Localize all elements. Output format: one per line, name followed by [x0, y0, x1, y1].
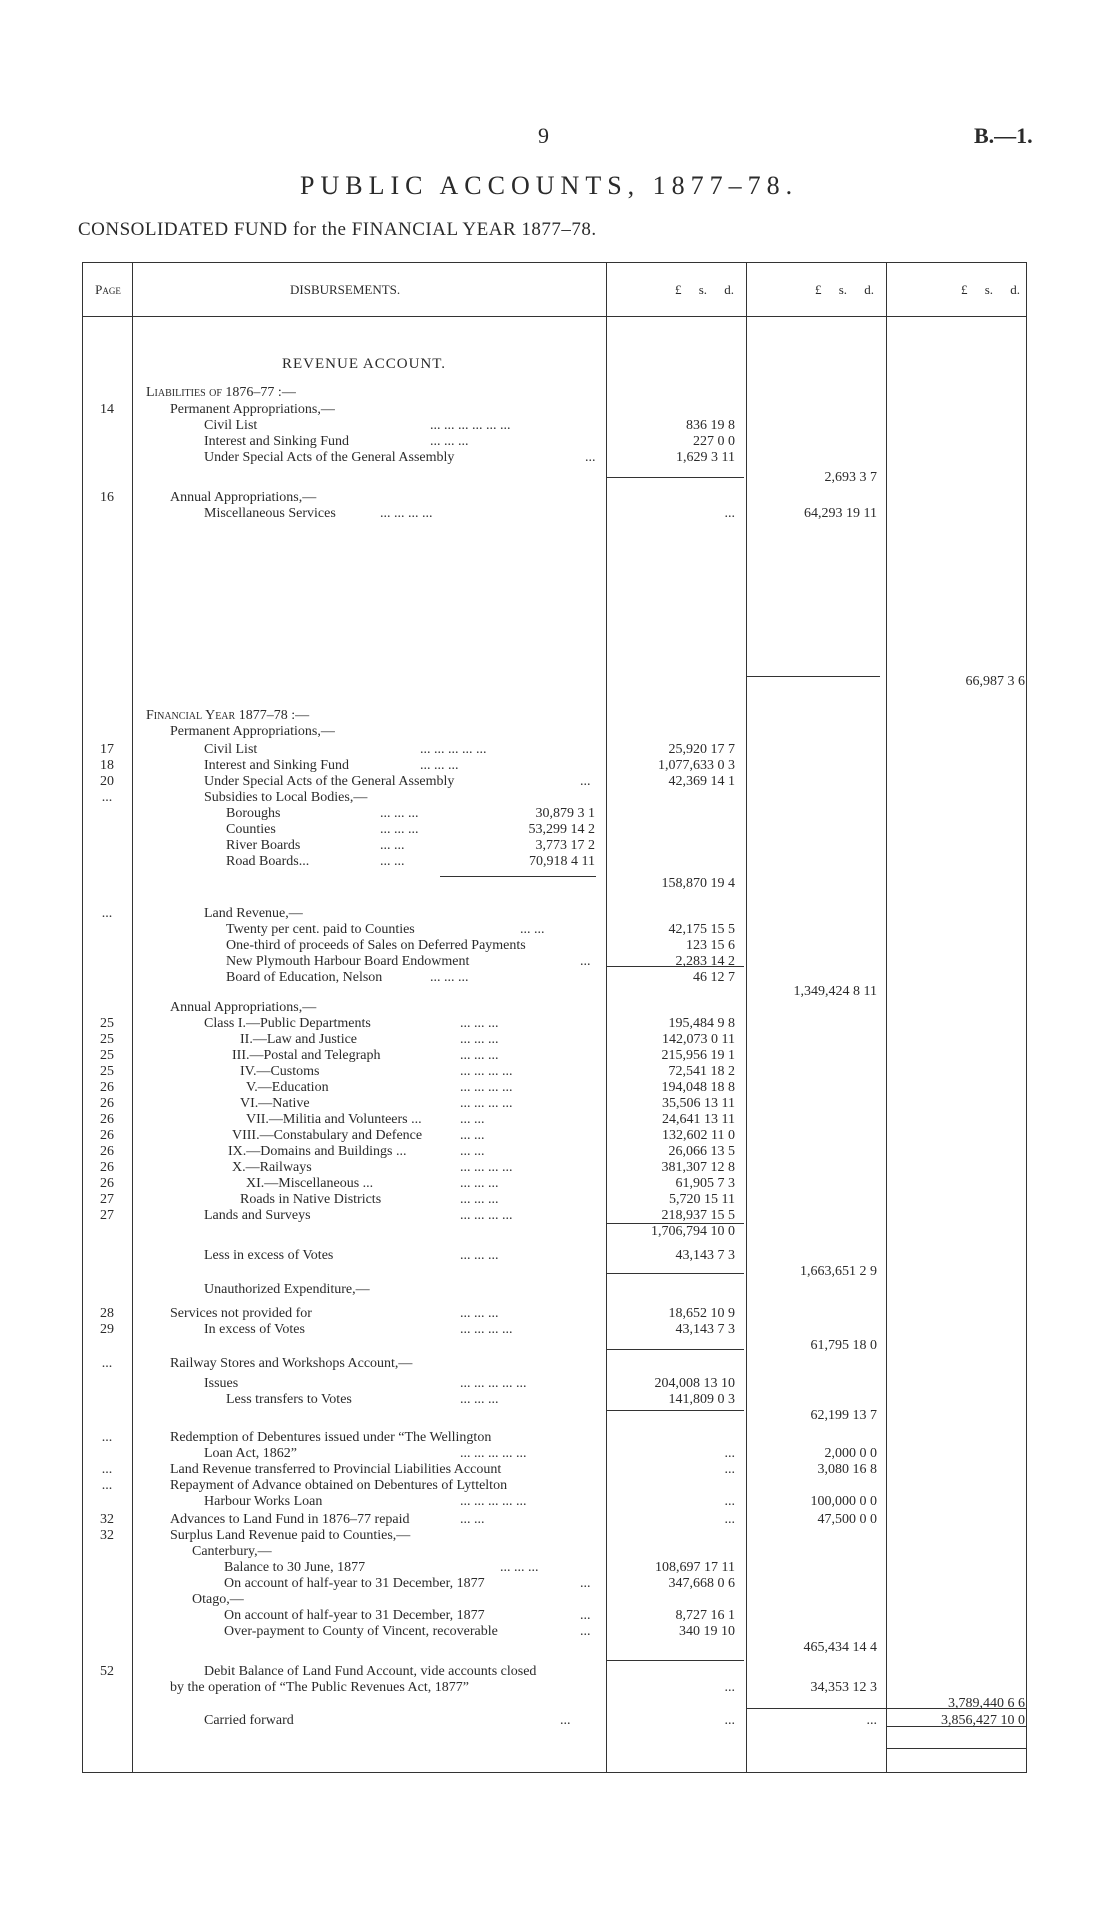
row-description: Class I.—Public Departments: [204, 1016, 371, 1031]
table-row: [0, 1512, 1114, 1528]
row-leader-dots: ... ...: [380, 854, 405, 869]
subtotal-rule: [606, 1660, 744, 1661]
row-page-ref: 26: [100, 1112, 114, 1127]
page-subtitle: CONSOLIDATED FUND for the FINANCIAL YEAR 1877–78.: [78, 219, 597, 240]
row-amount-1: 1,077,633 0 3: [658, 758, 735, 773]
row-leader-dots: ... ... ... ...: [460, 1064, 513, 1079]
table-row: [0, 1713, 1114, 1729]
table-row: [0, 922, 1114, 938]
table-row: [0, 385, 1114, 401]
row-amount-1: 2,283 14 2: [675, 954, 735, 969]
table-row: [0, 1096, 1114, 1112]
row-leader-dots: ... ... ... ... ...: [460, 1376, 527, 1391]
row-description: VIII.—Constabulary and Defence: [232, 1128, 423, 1143]
row-amount-1: 1,629 3 11: [676, 450, 735, 465]
row-description: Annual Appropriations,—: [170, 1000, 317, 1015]
row-leader-dots: ... ... ...: [430, 434, 469, 449]
table-row: [0, 1144, 1114, 1160]
table-row: [0, 1176, 1114, 1192]
row-amount-1: 5,720 15 11: [669, 1192, 735, 1207]
row-page-ref: 26: [100, 1144, 114, 1159]
document-code: B.—1.: [974, 123, 1033, 148]
row-description: On account of half-year to 31 December, 1877: [224, 1576, 485, 1591]
row-description: VI.—Native: [240, 1096, 310, 1111]
row-leader-dots: ...: [580, 774, 591, 789]
row-amount-1: ...: [724, 506, 735, 521]
row-amount-2: 2,693 3 7: [824, 470, 877, 485]
row-description: Carried forward: [204, 1713, 294, 1728]
row-amount-1: ...: [724, 1494, 735, 1509]
row-amount-1: 8,727 16 1: [675, 1608, 735, 1623]
table-row: [0, 822, 1114, 838]
row-leader-dots: ... ... ... ...: [460, 1080, 513, 1095]
table-row: [0, 1560, 1114, 1576]
table-row: [0, 1408, 1114, 1424]
row-description: Board of Education, Nelson: [226, 970, 383, 985]
row-amount-3: 3,789,440 6 6: [948, 1696, 1025, 1711]
table-row: [0, 1696, 1114, 1712]
row-page-ref: 26: [100, 1128, 114, 1143]
row-amount-2: 3,080 16 8: [817, 1462, 877, 1477]
row-leader-dots: ... ... ... ... ...: [420, 742, 487, 757]
table-row: [0, 1356, 1114, 1372]
row-amount-2: 1,663,651 2 9: [800, 1264, 877, 1279]
row-page-ref: 16: [100, 490, 114, 505]
table-row: [0, 1664, 1114, 1680]
col-header-money-3: £ s. d.: [960, 282, 1020, 297]
row-amount-2: 64,293 19 11: [804, 506, 877, 521]
row-sub-amount: 3,773 17 2: [535, 838, 595, 853]
row-page-ref: 28: [100, 1306, 114, 1321]
table-row: [0, 758, 1114, 774]
row-page-ref: ...: [101, 906, 113, 921]
row-description: IX.—Domains and Buildings ...: [228, 1144, 407, 1159]
table-row: [0, 470, 1114, 486]
row-page-ref: 27: [100, 1208, 114, 1223]
table-row: [0, 1430, 1114, 1446]
table-row: [0, 1192, 1114, 1208]
row-sub-amount: 70,918 4 11: [529, 854, 595, 869]
row-description: Redemption of Debentures issued under “The Wellington: [170, 1430, 492, 1445]
row-leader-dots: ... ... ... ...: [460, 1322, 513, 1337]
row-page-ref: 18: [100, 758, 114, 773]
table-row: [0, 1592, 1114, 1608]
row-amount-1: 123 15 6: [686, 938, 735, 953]
page-number: 9: [538, 123, 549, 148]
row-sub-amount: 53,299 14 2: [528, 822, 595, 837]
row-amount-1: 836 19 8: [686, 418, 735, 433]
row-leader-dots: ... ... ...: [460, 1016, 499, 1031]
row-description: Advances to Land Fund in 1876–77 repaid: [170, 1512, 410, 1527]
row-page-ref: 25: [100, 1016, 114, 1031]
row-leader-dots: ... ...: [380, 838, 405, 853]
row-description: III.—Postal and Telegraph: [232, 1048, 381, 1063]
row-description: On account of half-year to 31 December, 1877: [224, 1608, 485, 1623]
row-description: Twenty per cent. paid to Counties: [226, 922, 415, 937]
table-row: [0, 506, 1114, 522]
row-amount-2: 34,353 12 3: [810, 1680, 877, 1695]
row-description: X.—Railways: [232, 1160, 312, 1175]
row-description: Land Revenue transferred to Provincial Liabilities Account: [170, 1462, 502, 1477]
row-leader-dots: ... ... ...: [460, 1032, 499, 1047]
row-leader-dots: ... ... ... ...: [460, 1096, 513, 1111]
table-row: [0, 1680, 1114, 1696]
table-row: [0, 1128, 1114, 1144]
row-leader-dots: ...: [580, 954, 591, 969]
row-amount-1: 72,541 18 2: [668, 1064, 735, 1079]
row-description: Railway Stores and Workshops Account,—: [170, 1356, 413, 1371]
row-description: Canterbury,—: [192, 1544, 272, 1559]
table-row: [0, 906, 1114, 922]
row-amount-2: 465,434 14 4: [803, 1640, 877, 1655]
table-row: [0, 954, 1114, 970]
row-page-ref: ...: [101, 1478, 113, 1493]
table-row: [0, 1000, 1114, 1016]
table-row: [0, 1528, 1114, 1544]
row-leader-dots: ... ... ...: [460, 1048, 499, 1063]
row-amount-1: ...: [724, 1680, 735, 1695]
row-amount-1: 18,652 10 9: [668, 1306, 735, 1321]
row-description: Civil List: [204, 742, 258, 757]
row-amount-2: ...: [866, 1713, 877, 1728]
table-row: [0, 1112, 1114, 1128]
row-leader-dots: ... ...: [460, 1128, 485, 1143]
table-row: [0, 742, 1114, 758]
col-header-money-2: £ s. d.: [814, 282, 874, 297]
row-description: Liabilities of 1876–77 :—: [146, 385, 296, 400]
row-page-ref: 14: [100, 402, 114, 417]
row-description: Roads in Native Districts: [240, 1192, 382, 1207]
row-description: Under Special Acts of the General Assembly: [204, 774, 455, 789]
table-row: [0, 674, 1114, 690]
row-leader-dots: ...: [580, 1624, 591, 1639]
table-row: [0, 806, 1114, 822]
row-description: Over-payment to County of Vincent, recoverable: [224, 1624, 498, 1639]
row-leader-dots: ... ...: [460, 1112, 485, 1127]
table-row: [0, 1376, 1114, 1392]
table-row: [0, 1446, 1114, 1462]
row-leader-dots: ... ...: [460, 1512, 485, 1527]
row-page-ref: 17: [100, 742, 114, 757]
row-description: Counties: [226, 822, 276, 837]
table-row: [0, 876, 1114, 892]
row-amount-3: 66,987 3 6: [965, 674, 1025, 689]
row-amount-1: 46 12 7: [693, 970, 735, 985]
row-description: Financial Year 1877–78 :—: [146, 708, 310, 723]
row-amount-2: 47,500 0 0: [817, 1512, 877, 1527]
row-amount-1: 158,870 19 4: [661, 876, 735, 891]
row-page-ref: 26: [100, 1160, 114, 1175]
row-description: In excess of Votes: [204, 1322, 305, 1337]
row-description: Loan Act, 1862”: [204, 1446, 297, 1461]
row-amount-1: 43,143 7 3: [675, 1248, 735, 1263]
table-bottom-rule: [82, 1772, 1027, 1773]
row-amount-1: 142,073 0 11: [662, 1032, 735, 1047]
row-description: II.—Law and Justice: [240, 1032, 358, 1047]
section-title: REVENUE ACCOUNT.: [282, 356, 447, 372]
row-page-ref: 29: [100, 1322, 114, 1337]
table-row: [0, 1392, 1114, 1408]
row-amount-2: 1,349,424 8 11: [793, 984, 877, 999]
row-description: Under Special Acts of the General Assembly: [204, 450, 455, 465]
row-leader-dots: ... ... ...: [460, 1306, 499, 1321]
table-row: [0, 1478, 1114, 1494]
table-row: [0, 1080, 1114, 1096]
table-row: [0, 938, 1114, 954]
col-header-money-1: £ s. d.: [674, 282, 734, 297]
header-bottom-rule: [132, 316, 1027, 317]
row-amount-1: 1,706,794 10 0: [651, 1224, 735, 1239]
table-row: [0, 1064, 1114, 1080]
row-leader-dots: ... ... ...: [420, 758, 459, 773]
row-description: V.—Education: [246, 1080, 329, 1095]
row-page-ref: 25: [100, 1048, 114, 1063]
row-amount-1: 42,369 14 1: [668, 774, 735, 789]
row-description: Lands and Surveys: [204, 1208, 311, 1223]
row-description: Boroughs: [226, 806, 281, 821]
row-amount-2: 62,199 13 7: [810, 1408, 877, 1423]
row-description: Civil List: [204, 418, 258, 433]
row-description: Surplus Land Revenue paid to Counties,—: [170, 1528, 411, 1543]
table-row: [0, 1462, 1114, 1478]
row-description: Permanent Appropriations,—: [170, 402, 335, 417]
row-amount-1: 26,066 13 5: [668, 1144, 735, 1159]
row-description: Less transfers to Votes: [226, 1392, 352, 1407]
row-description: Interest and Sinking Fund: [204, 434, 350, 449]
row-description: Debit Balance of Land Fund Account, vide accounts closed: [204, 1664, 537, 1679]
header-bottom-rule-page: [82, 316, 132, 317]
row-description: Road Boards...: [226, 854, 310, 869]
row-leader-dots: ...: [580, 1576, 591, 1591]
row-description: Permanent Appropriations,—: [170, 724, 335, 739]
row-page-ref: 26: [100, 1080, 114, 1095]
row-amount-2: 2,000 0 0: [824, 1446, 877, 1461]
row-amount-1: 61,905 7 3: [675, 1176, 735, 1191]
row-leader-dots: ... ... ...: [460, 1248, 499, 1263]
table-row: [0, 1048, 1114, 1064]
page-title: PUBLIC ACCOUNTS, 1877–78.: [300, 171, 799, 200]
row-leader-dots: ... ... ... ...: [460, 1208, 513, 1223]
table-row: [0, 1544, 1114, 1560]
row-leader-dots: ... ... ... ...: [380, 506, 433, 521]
row-leader-dots: ... ... ... ... ...: [460, 1494, 527, 1509]
row-amount-1: 42,175 15 5: [668, 922, 735, 937]
row-description: by the operation of “The Public Revenues Act, 1877”: [170, 1680, 469, 1695]
table-row: [0, 1208, 1114, 1224]
table-row: [0, 434, 1114, 450]
row-amount-1: 132,602 11 0: [662, 1128, 735, 1143]
row-page-ref: 52: [100, 1664, 114, 1679]
row-description: Balance to 30 June, 1877: [224, 1560, 366, 1575]
row-amount-1: 43,143 7 3: [675, 1322, 735, 1337]
table-row: [0, 774, 1114, 790]
table-row: [0, 708, 1114, 724]
table-row: [0, 1306, 1114, 1322]
row-description: VII.—Militia and Volunteers ...: [246, 1112, 422, 1127]
col-header-page: Page: [95, 282, 121, 297]
table-row: [0, 1624, 1114, 1640]
table-row: [0, 1608, 1114, 1624]
row-amount-1: 218,937 15 5: [661, 1208, 735, 1223]
row-page-ref: ...: [101, 1356, 113, 1371]
row-leader-dots: ... ... ...: [500, 1560, 539, 1575]
table-row: [0, 1576, 1114, 1592]
table-row: [0, 1016, 1114, 1032]
row-description: XI.—Miscellaneous ...: [246, 1176, 374, 1191]
row-leader-dots: ... ... ... ... ... ...: [430, 418, 511, 433]
table-row: [0, 724, 1114, 740]
row-description: Less in excess of Votes: [204, 1248, 334, 1263]
table-row: [0, 984, 1114, 1000]
row-page-ref: 26: [100, 1176, 114, 1191]
row-amount-1: 35,506 13 11: [662, 1096, 735, 1111]
table-row: [0, 1032, 1114, 1048]
row-amount-1: ...: [724, 1462, 735, 1477]
row-amount-1: 227 0 0: [693, 434, 735, 449]
row-leader-dots: ... ... ...: [460, 1176, 499, 1191]
row-description: Miscellaneous Services: [204, 506, 336, 521]
row-description: River Boards: [226, 838, 301, 853]
row-amount-1: 108,697 17 11: [655, 1560, 735, 1575]
row-amount-1: 381,307 12 8: [661, 1160, 735, 1175]
table-row: [0, 1494, 1114, 1510]
row-amount-2: 61,795 18 0: [810, 1338, 877, 1353]
table-row: [0, 790, 1114, 806]
row-leader-dots: ... ... ...: [380, 806, 419, 821]
row-description: Services not provided for: [170, 1306, 312, 1321]
row-description: Annual Appropriations,—: [170, 490, 317, 505]
row-amount-3: 3,856,427 10 0: [941, 1713, 1025, 1728]
row-leader-dots: ... ... ...: [430, 970, 469, 985]
table-row: [0, 1640, 1114, 1656]
row-leader-dots: ... ...: [460, 1144, 485, 1159]
row-page-ref: 25: [100, 1032, 114, 1047]
row-page-ref: 25: [100, 1064, 114, 1079]
table-row: [0, 854, 1114, 870]
row-description: IV.—Customs: [240, 1064, 320, 1079]
table-row: [0, 1282, 1114, 1298]
table-row: [0, 1322, 1114, 1338]
row-leader-dots: ... ... ...: [460, 1392, 499, 1407]
row-description: Issues: [204, 1376, 239, 1391]
row-description: Harbour Works Loan: [204, 1494, 323, 1509]
table-row: [0, 838, 1114, 854]
row-amount-1: 194,048 18 8: [661, 1080, 735, 1095]
row-page-ref: 20: [100, 774, 114, 789]
row-description: Land Revenue,—: [204, 906, 303, 921]
row-leader-dots: ...: [580, 1608, 591, 1623]
row-leader-dots: ... ... ...: [380, 822, 419, 837]
row-page-ref: 26: [100, 1096, 114, 1111]
row-page-ref: 32: [100, 1528, 114, 1543]
table-row: [0, 418, 1114, 434]
table-row: [0, 490, 1114, 506]
row-description: One-third of proceeds of Sales on Deferred Payments: [226, 938, 526, 953]
row-page-ref: ...: [101, 790, 113, 805]
table-row: [0, 402, 1114, 418]
row-amount-1: 25,920 17 7: [668, 742, 735, 757]
row-description: Repayment of Advance obtained on Debentures of Lyttelton: [170, 1478, 508, 1493]
row-page-ref: 32: [100, 1512, 114, 1527]
subtotal-rule: [886, 1748, 1026, 1749]
row-description: New Plymouth Harbour Board Endowment: [226, 954, 470, 969]
row-amount-1: ...: [724, 1512, 735, 1527]
row-leader-dots: ... ...: [520, 922, 545, 937]
row-amount-1: 195,484 9 8: [668, 1016, 735, 1031]
table-row: [0, 1224, 1114, 1240]
row-leader-dots: ... ... ... ...: [460, 1160, 513, 1175]
row-amount-1: 141,809 0 3: [668, 1392, 735, 1407]
row-page-ref: 27: [100, 1192, 114, 1207]
table-row: [0, 1160, 1114, 1176]
col-header-disbursements: DISBURSEMENTS.: [290, 282, 401, 297]
row-amount-1: 347,668 0 6: [668, 1576, 735, 1591]
row-amount-1: 24,641 13 11: [662, 1112, 735, 1127]
row-leader-dots: ...: [560, 1713, 571, 1728]
table-row: [0, 450, 1114, 466]
row-description: Interest and Sinking Fund: [204, 758, 350, 773]
row-amount-1: ...: [724, 1446, 735, 1461]
row-amount-1: 340 19 10: [679, 1624, 735, 1639]
row-page-ref: ...: [101, 1462, 113, 1477]
row-leader-dots: ...: [585, 450, 596, 465]
row-leader-dots: ... ... ...: [460, 1192, 499, 1207]
row-description: Otago,—: [192, 1592, 244, 1607]
row-description: Subsidies to Local Bodies,—: [204, 790, 368, 805]
row-page-ref: ...: [101, 1430, 113, 1445]
row-leader-dots: ... ... ... ... ...: [460, 1446, 527, 1461]
table-row: [0, 1248, 1114, 1264]
row-amount-1: ...: [724, 1713, 735, 1728]
row-amount-2: 100,000 0 0: [810, 1494, 877, 1509]
row-amount-1: 215,956 19 1: [661, 1048, 735, 1063]
row-amount-1: 204,008 13 10: [654, 1376, 735, 1391]
table-row: [0, 1338, 1114, 1354]
row-sub-amount: 30,879 3 1: [535, 806, 595, 821]
table-row: [0, 1264, 1114, 1280]
row-description: Unauthorized Expenditure,—: [204, 1282, 370, 1297]
